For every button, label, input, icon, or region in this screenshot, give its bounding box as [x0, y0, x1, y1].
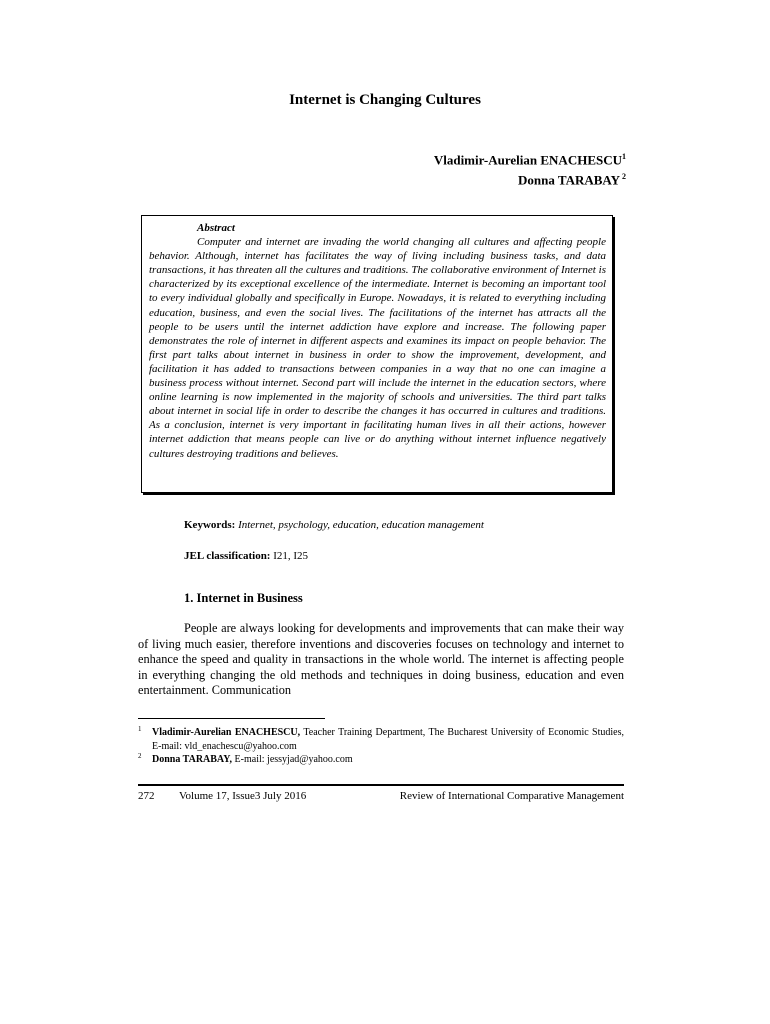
author-footnote-mark: 1: [622, 152, 626, 161]
keywords-line: [184, 519, 484, 531]
footnotes: [138, 726, 624, 767]
author-name: Donna TARABAY: [518, 172, 620, 188]
author-name: Vladimir-Aurelian ENACHESCU: [433, 152, 622, 168]
author-footnote-mark: 2: [620, 172, 626, 182]
author-list: [434, 148, 626, 189]
keywords-value: Internet, psychology, education, education management: [238, 519, 484, 531]
footnote-divider: [138, 718, 325, 719]
author-2: [434, 168, 626, 188]
abstract-box: [141, 215, 613, 493]
footnote-author: Donna TARABAY,: [152, 754, 233, 765]
footnote-text: Teacher Training Department, The Bucharest University of Economic Studies, E-mail: vld_enachescu@yahoo.com: [152, 727, 625, 752]
footer-divider: [138, 784, 624, 786]
volume-info: Volume 17, Issue3 July 2016: [179, 790, 307, 802]
author-1: [434, 148, 626, 168]
jel-line: [184, 550, 308, 562]
page-number: 272: [138, 790, 155, 802]
jel-value: I21, I25: [273, 550, 309, 562]
body-paragraph: People are always looking for developments and improvements that can make their way of living much easier, therefore inventions and discoveries focuses on technology and internet to enhance the speed and quality in transactions in the whole world. The internet is affecting people in everything changing the old methods and techniques in doing business, education and even entertainment. Communication: [138, 621, 624, 698]
section-heading: 1. Internet in Business: [184, 591, 303, 605]
jel-label: JEL classification:: [184, 550, 271, 562]
abstract-heading: Abstract: [197, 222, 235, 234]
footnote-1: [138, 726, 624, 753]
abstract-text: Computer and internet are invading the world changing all cultures and affecting people behavior. Although, internet has facilitates the way of living including business tasks, and data transactions, it has threaten all the cultures and traditions. The collaborative environment of Internet is characterized by its exceptional excellence of the intermediate. Internet is becoming an important tool to every individual globally and specifically in Europe. Nowadays, it is related to everything including education, business, and even the social lives. The facilitations of the internet has attracts all the people to be users until the internet addiction have explore and increase. The following paper demonstrates the role of internet in different aspects and examines its impact on people behavior. The first part talks about internet in business in order to show the improvement, development, and facilitation it has added to transactions between companies in a way that no one can imagine a business process without internet. Second part will include the internet in the education sectors, where online learning is now implemented in the majority of schools and universities. The third part talks about internet in social life in order to describe the changes it has occurred in cultures and traditions. As a conclusion, internet is very important in facilitating human lives in all their actions, however internet addiction that means people can live or do anything without internet influence negatively cultures destroying traditions and believes.: [149, 236, 606, 460]
footnote-mark: 1: [138, 725, 142, 733]
paper-title: Internet is Changing Cultures: [289, 92, 481, 108]
keywords-label: Keywords:: [184, 519, 236, 531]
footnote-author: Vladimir-Aurelian ENACHESCU,: [152, 727, 301, 738]
footnote-mark: 2: [138, 752, 142, 760]
journal-name: Review of International Comparative Management: [399, 790, 624, 802]
footnote-2: [138, 753, 624, 767]
footnote-text: E-mail: jessyjad@yahoo.com: [232, 754, 353, 765]
